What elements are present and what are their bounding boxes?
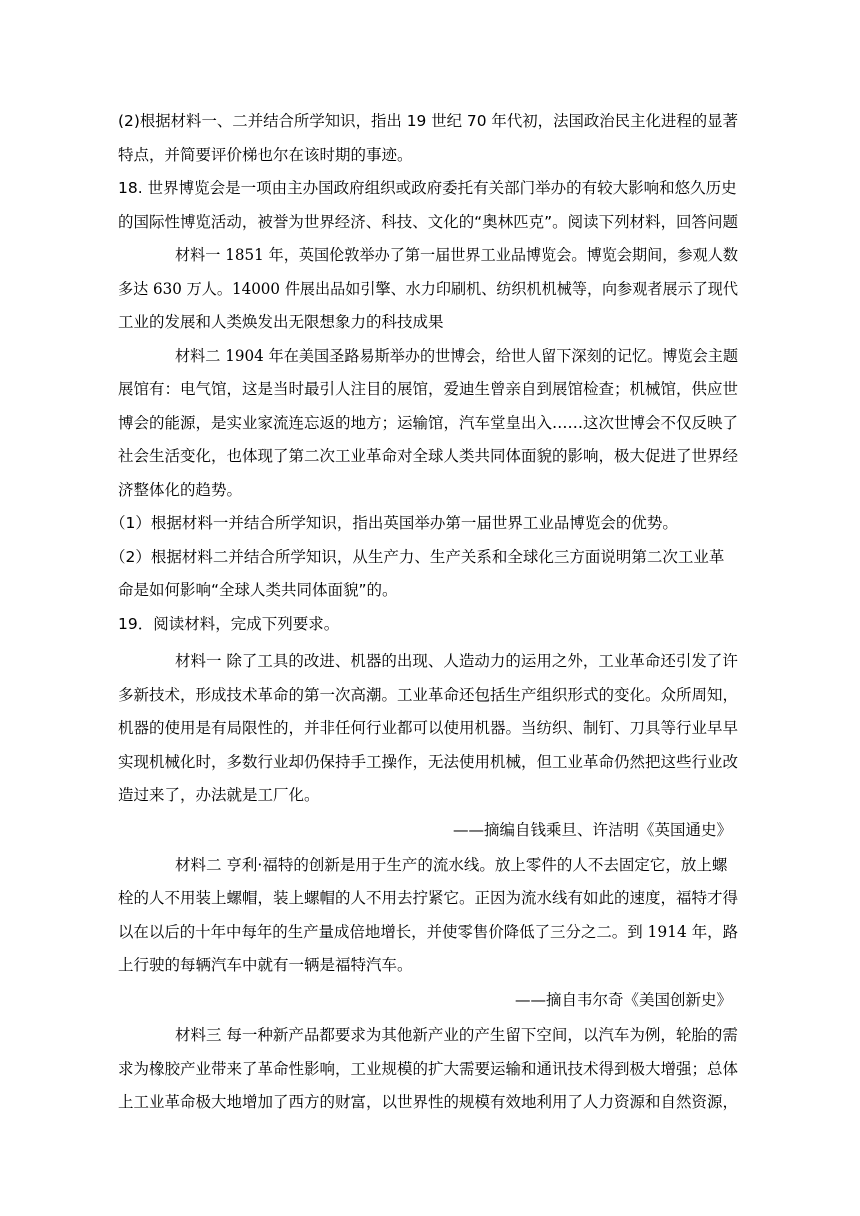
q19-material2-source: ——摘自韦尔奇《美国创新史》	[514, 991, 732, 1009]
q18-material1-line1: 材料一 1851 年，英国伦敦举办了第一届世界工业品博览会。博览会期间，参观人数	[175, 246, 738, 264]
q19-material1-line1: 材料一 除了工具的改进、机器的出现、人造动力的运用之外，工业革命还引发了许	[175, 652, 738, 670]
q19-material2-line3: 以在以后的十年中每年的生产量成倍地增长，并使零售价降低了三分之二。到 1914 年，路	[118, 923, 739, 941]
q19-material1-line4: 实现机械化时，多数行业却仍保持手工操作，无法使用机械，但工业革命仍然把这些行业改	[118, 753, 739, 771]
q18-stem-line1: 18. 世界博览会是一项由主办国政府组织或政府委托有关部门举办的有较大影响和悠久历史	[118, 179, 737, 197]
q18-material1-line2: 多达 630 万人。14000 件展出品如引擎、水力印刷机、纺织机机械等，向参观者展示了现代	[118, 280, 739, 298]
q19-material2-line4: 上行驶的每辆汽车中就有一辆是福特汽车。	[118, 956, 413, 974]
q19-stem: 19．阅读材料，完成下列要求。	[118, 615, 340, 633]
q19-material2-line2: 栓的人不用装上螺帽，装上螺帽的人不用去拧紧它。正因为流水线有如此的速度，福特才得	[118, 889, 739, 907]
q17-part2-line1: (2)根据材料一、二并结合所学知识，指出 19 世纪 70 年代初，法国政治民主化进程的显著	[118, 112, 739, 130]
q18-subquestion2-line2: 命是如何影响“全球人类共同体面貌”的。	[118, 581, 398, 599]
q19-material1-source: ——摘编自钱乘旦、许洁明《英国通史》	[452, 821, 732, 839]
q19-material1-line2: 多新技术，形成技术革命的第一次高潮。工业革命还包括生产组织形式的变化。众所周知，	[118, 686, 739, 704]
q18-material2-line4: 社会生活变化，也体现了第二次工业革命对全球人类共同体面貌的影响，极大促进了世界经	[118, 447, 739, 465]
q18-subquestion2-line1: （2）根据材料二并结合所学知识，从生产力、生产关系和全球化三方面说明第二次工业革	[110, 548, 725, 566]
q19-material1-line5: 造过来了，办法就是工厂化。	[118, 786, 320, 804]
q18-stem-line2: 的国际性博览活动，被誉为世界经济、科技、文化的“奥林匹克”。阅读下列材料，回答问题	[118, 213, 739, 231]
q17-part2-line2: 特点，并简要评价梯也尔在该时期的事迹。	[118, 146, 413, 164]
q18-material2-line5: 济整体化的趋势。	[118, 481, 243, 499]
q18-material2-line1: 材料二 1904 年在美国圣路易斯举办的世博会，给世人留下深刻的记忆。博览会主题	[175, 347, 738, 365]
q19-material3-line1: 材料三 每一种新产品都要求为其他新产业的产生留下空间，以汽车为例，轮胎的需	[175, 1026, 738, 1044]
q19-material2-line1: 材料二 亨利·福特的创新是用于生产的流水线。放上零件的人不去固定它，放上螺	[175, 856, 728, 874]
q19-material3-line2: 求为橡胶产业带来了革命性影响，工业规模的扩大需要运输和通讯技术得到极大增强；总体	[118, 1060, 739, 1078]
q18-material1-line3: 工业的发展和人类焕发出无限想象力的科技成果	[118, 313, 444, 331]
q18-material2-line3: 博会的能源，是实业家流连忘返的地方；运输馆，汽车堂皇出入……这次世博会不仅反映了	[118, 414, 739, 432]
q18-subquestion1: （1）根据材料一并结合所学知识，指出英国举办第一届世界工业品博览会的优势。	[110, 514, 678, 532]
q18-material2-line2: 展馆有：电气馆，这是当时最引人注目的展馆，爱迪生曾亲自到展馆检查；机械馆，供应世	[118, 380, 739, 398]
q19-material1-line3: 机器的使用是有局限性的，并非任何行业都可以使用机器。当纺织、制钉、刀具等行业早早	[118, 719, 739, 737]
q19-material3-line3: 上工业革命极大地增加了西方的财富，以世界性的规模有效地利用了人力资源和自然资源，	[118, 1093, 739, 1111]
